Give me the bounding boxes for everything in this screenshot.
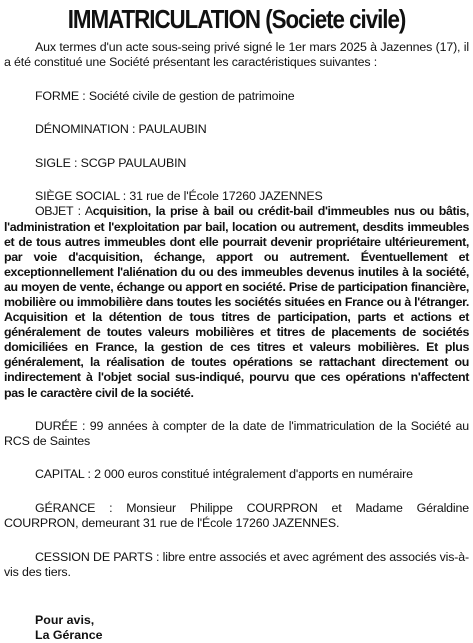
forme-line: FORME : Société civile de gestion de patrimoine: [35, 88, 295, 103]
objet-paragraph: [4, 204, 469, 400]
denomination-line: DÉNOMINATION : PAULAUBIN: [35, 122, 207, 137]
objet-label: OBJET : A: [35, 204, 93, 219]
gerance-paragraph: GÉRANCE : Monsieur Philippe COURPRON et Madame Géraldine COURPRON, demeurant 31 rue de l'École 17260 JAZENNES.: [4, 500, 469, 531]
duree-paragraph: DURÉE : 99 années à compter de la date de l'immatriculation de la Société au RCS de Saintes: [4, 418, 469, 449]
cession-paragraph: CESSION DE PARTS : libre entre associés et avec agrément des associés vis-à-vis des tiers.: [4, 549, 469, 580]
intro-paragraph: Aux termes d'un acte sous-seing privé signé le 1er mars 2025 à Jazennes (17), il a été constitué une Société présentant les caractéristiques suivantes :: [4, 40, 469, 70]
signature-pour-avis: Pour avis,: [35, 612, 95, 627]
capital-line: CAPITAL : 2 000 euros constitué intégralement d'apports en numéraire: [35, 467, 413, 482]
notice-title: IMMATRICULATION (Societe civile): [67, 4, 406, 34]
signature-gerance: La Gérance: [35, 627, 103, 642]
sigle-line: SIGLE : SCGP PAULAUBIN: [35, 155, 187, 170]
siege-line: SIÈGE SOCIAL : 31 rue de l'École 17260 JAZENNES: [35, 189, 323, 204]
objet-text: cquisition, la prise à bail ou crédit-bail d'immeubles nus ou bâtis, l'administration et l'exploitation par bail, location ou autrement, desdits immeubles et de tous autres immeubles dont elle pourrait devenir propriétaire ultérieurement, par voie d'acquisition, échange, apport ou autrement. Éventuellement et exceptionnellement l'aliénation du ou des immeubles devenus inutiles à la société, au moyen de vente, échange ou apport en société. Prise de participation financière, mobilière ou immobilière dans toutes les sociétés situées en France ou à l'étranger. Acquisition et la détention de tous titres de participation, parts et actions et généralement de toutes valeurs mobilières et titres de placements de sociétés domiciliées en France, la gestion de ces titres et valeurs mobilières. Et plus généralement, la réalisation de toutes opérations se rattachant directement ou indirectement à l'objet social sus-indiqué, pourvu que ces opérations n'affectent pas le caractère civil de la société.: [4, 204, 470, 400]
